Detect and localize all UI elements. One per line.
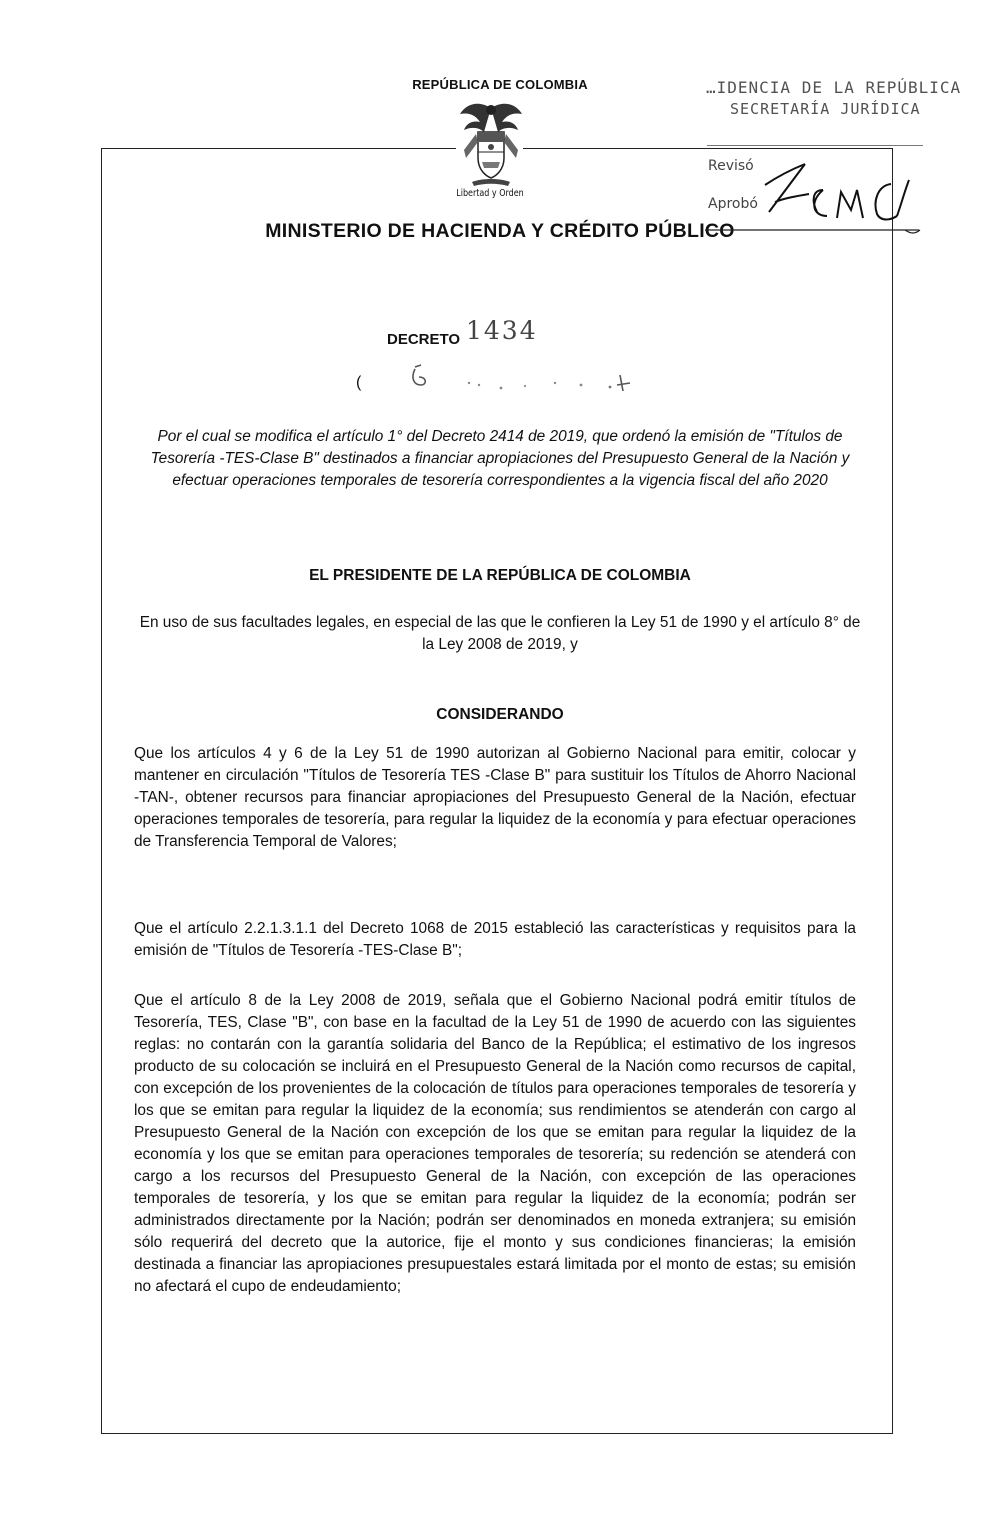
national-motto: Libertad y Orden bbox=[456, 188, 524, 199]
handwritten-initials-signature bbox=[705, 150, 925, 245]
frame-top-rule-left bbox=[101, 148, 456, 149]
decree-number: 1434 bbox=[466, 316, 538, 345]
stamp-divider bbox=[707, 145, 923, 146]
faint-date-stamp bbox=[405, 355, 645, 400]
decree-label: DECRETO bbox=[387, 331, 461, 348]
decree-subject: Por el cual se modifica el artículo 1° del Decreto 2414 de 2019, que ordenó la emisión de "Títulos de Tesorería -TES-Clase B" destinados a financiar apropiaciones del Presupuesto General de la Nación y efectuar operaciones temporales de tesorería correspondientes a la vigencia fiscal del año 2020 bbox=[150, 428, 850, 489]
republic-heading: REPÚBLICA DE COLOMBIA bbox=[412, 77, 588, 92]
stamp-reviso-label: Revisó bbox=[708, 158, 754, 174]
stamp-line-2: SECRETARÍA JURÍDICA bbox=[730, 100, 921, 118]
considerando-paragraph-2: Que el artículo 2.2.1.3.1.1 del Decreto 1068 de 2015 estableció las características y requisitos para la emisión de "Títulos de Tesorería -TES-Clase B"; bbox=[134, 920, 856, 959]
president-heading: EL PRESIDENTE DE LA REPÚBLICA DE COLOMBIA bbox=[309, 567, 691, 584]
considerando-paragraph-3: Que el artículo 8 de la Ley 2008 de 2019, señala que el Gobierno Nacional podrá emitir títulos de Tesorería, TES, Clase "B", con base en la facultad de la Ley 51 de 1990 de acuerdo con las siguientes reglas: no contarán con la garantía solidaria del Banco de la República; el estimativo de los ingresos producto de su colocación se incluirá en el Presupuesto General de la Nación como recursos de capital, con excepción de los provenientes de la colocación de títulos para operaciones temporales de tesorería y los que se emitan para regular la liquidez de la economía; sus rendimientos se atenderán con cargo al Presupuesto General de la Nación con excepción de los que se emitan para regular la liquidez de la economía y los que se emitan para operaciones temporales de tesorería; su redención se atenderá con cargo a los recursos del Presupuesto General de la Nación, con excepción de las operaciones temporales de tesorería, y los que se emitan para regular la liquidez de la economía; podrán ser administrados directamente por la Nación; podrán ser denominados en moneda extranjera; su emisión sólo requerirá del decreto que la autorice, fije el monto y sus condiciones financieras; la emisión destinada a financiar las apropiaciones presupuestales estará limitada por el monto de estas; su emisión no afectará el cupo de endeudamiento; bbox=[134, 992, 856, 1295]
coat-of-arms-icon bbox=[458, 98, 524, 190]
ministry-heading: MINISTERIO DE HACIENDA Y CRÉDITO PÚBLICO bbox=[265, 220, 735, 242]
considerando-paragraph-1: Que los artículos 4 y 6 de la Ley 51 de 1990 autorizan al Gobierno Nacional para emitir, colocar y mantener en circulación "Títulos de Tesorería TES -Clase B" para sustituir los Títulos de Ahorro Nacional -TAN-, obtener recursos para financiar apropiaciones del Presupuesto General de la Nación, efectuar operaciones temporales de tesorería, para regular la liquidez de la economía y para efectuar operaciones de Transferencia Temporal de Valores; bbox=[134, 745, 856, 850]
stamp-aprobo-label: Aprobó bbox=[708, 196, 758, 212]
stamp-line-1: …IDENCIA DE LA REPÚBLICA bbox=[706, 78, 962, 97]
frame-top-rule-right bbox=[523, 148, 893, 149]
considerando-heading: CONSIDERANDO bbox=[436, 706, 564, 723]
legal-basis-text: En uso de sus facultades legales, en especial de las que le confieren la Ley 51 de 1990 y el artículo 8° de la Ley 2008 de 2019, y bbox=[139, 614, 861, 653]
date-open-paren: ( bbox=[356, 374, 362, 391]
